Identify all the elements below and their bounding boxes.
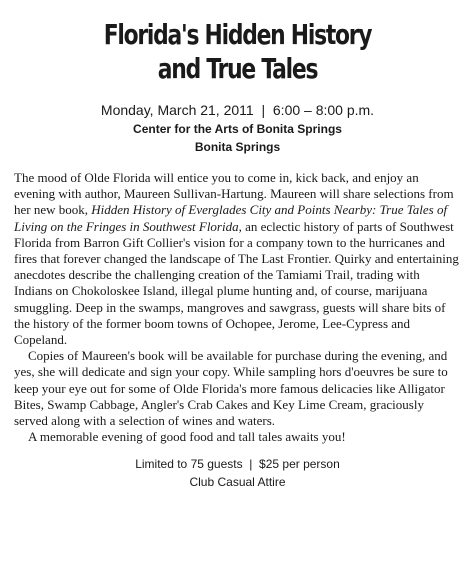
book-title: Hidden History of Everglades City and Points Nearby: True Tales of Living on the Fringes in Southwest Florida <box>14 202 448 234</box>
title-line-1: Florida's Hidden History <box>103 18 372 51</box>
event-date-time: Monday, March 21, 2011 | 6:00 – 8:00 p.m. <box>100 102 375 118</box>
description-paragraph-3: A memorable evening of good food and tall tales awaits you! <box>28 429 346 445</box>
event-venue: Center for the Arts of Bonita Springs <box>133 122 342 136</box>
paragraph-1-rest: , an eclectic history of parts of Southwest Florida from Barron Gift Collier's vision for a company town to the hurricanes and fires that forever changed the landscape of The Last Frontier. Quirky and entertaining anecdotes describe the challenging creation of the Tamiami Trail, trading with Indians on Chokoloskee Island, illegal plume hunting and, of course, marijuana smuggling. Deep in the swamps, mangroves and sawgrass, guests will share bits of the history of the former boom towns of Ochopee, Jerome, Lee-Cypress and Copeland. <box>14 218 459 348</box>
event-city: Bonita Springs <box>194 140 281 154</box>
guest-limit-price: Limited to 75 guests | $25 per person <box>135 457 340 472</box>
event-footer <box>12 455 463 491</box>
description-paragraph-1 <box>14 170 461 348</box>
paragraph-1-intro: The mood of Olde Florida will entice you to come in, kick back, and enjoy an evening with author, Maureen Sullivan-Hartung. Maureen will share selections from her new book, <box>14 170 454 218</box>
description-paragraph-2: Copies of Maureen's book will be available for purchase during the evening, and yes, she will dedicate and sign your copy. While sampling hors d'oeuvres be sure to keep your eye out for some of Olde Florida's more famous delicacies like Alligator Bites, Swamp Cabbage, Angler's Crab Cakes and Key Lime Cream, graciously served along with a selection of wines and waters. <box>14 348 448 429</box>
dress-code: Club Casual Attire <box>189 475 286 490</box>
title-line-2: and True Tales <box>157 52 318 85</box>
page-title <box>62 18 414 86</box>
event-info <box>12 100 463 156</box>
event-description <box>12 170 463 445</box>
